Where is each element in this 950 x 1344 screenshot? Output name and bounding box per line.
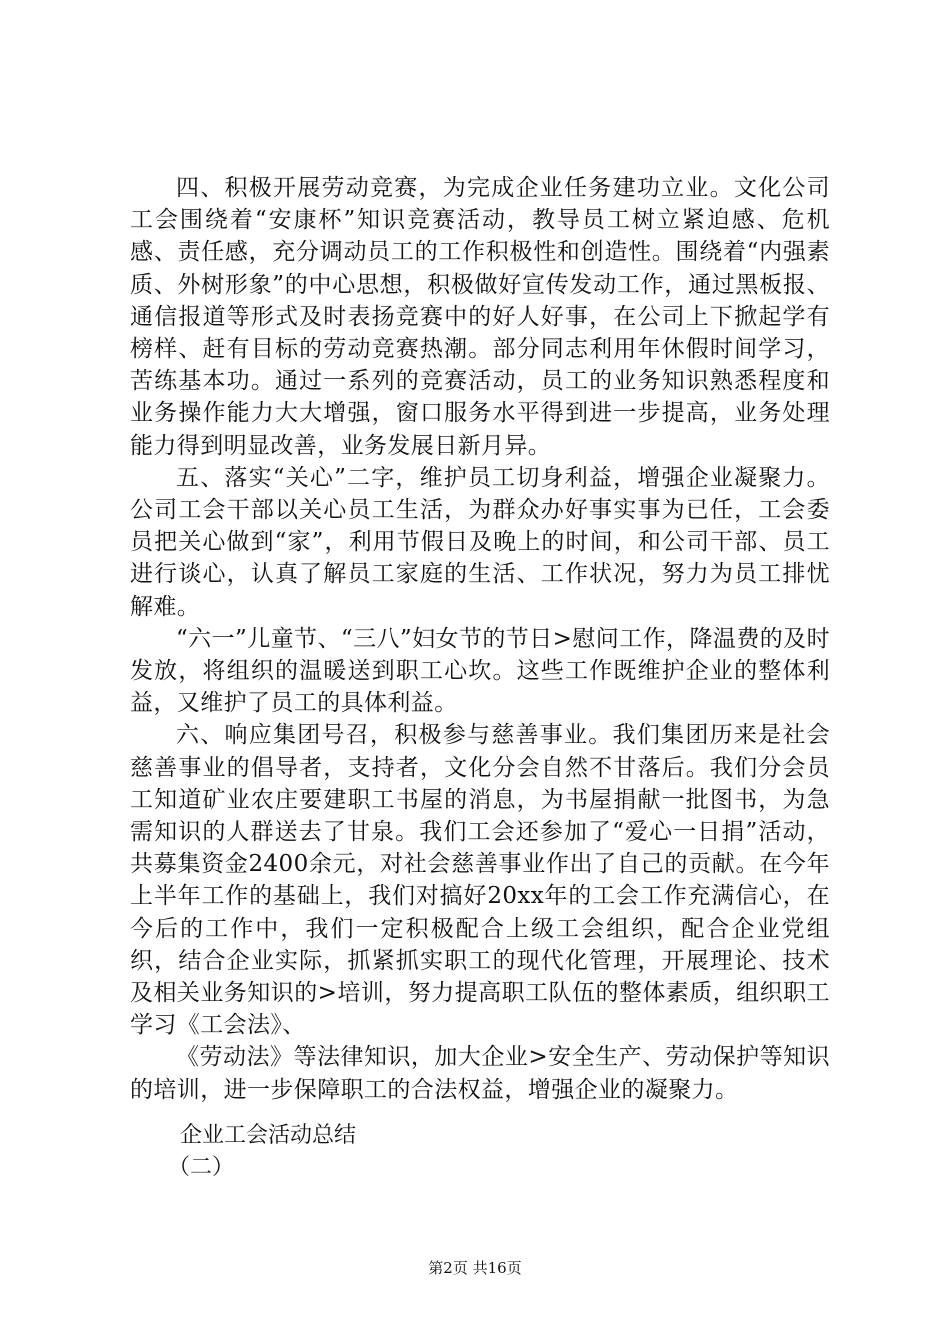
paragraph-employee-care: 五、落实“关心”二字，维护员工切身利益，增强企业凝聚力。公司工会干部以关心员工生活，为群众办好事实事为已任，工会委员把关心做到“家”，利用节假日及晚上的时间，和公司干部、员工进行谈心，认真了解员工家庭的生活、工作状况，努力为员工排忧解难。: [130, 464, 830, 620]
paragraph-labor-competition: 四、积极开展劳动竞赛，为完成企业任务建功立业。文化公司工会围绕着“安康杯”知识竞赛活动，教导员工树立紧迫感、危机感、责任感，充分调动员工的工作积极性和创造性。围绕着“内强素质、外树形象”的中心思想，积极做好宣传发动工作，通过黑板报、通信报道等形式及时表扬竞赛中的好人好事，在公司上下掀起学有榜样、赶有目标的劳动竞赛热潮。部分同志利用年休假时间学习，苦练基本功。通过一系列的竞赛活动，员工的业务知识熟悉程度和业务操作能力大大增强，窗口服务水平得到进一步提高，业务处理能力得到明显改善，业务发展日新月异。: [130, 175, 830, 459]
paragraph-charity: 六、响应集团号召，积极参与慈善事业。我们集团历来是社会慈善事业的倡导者，支持者，文化分会自然不甘落后。我们分会员工知道矿业农庄要建职工书屋的消息，为书屋捐献一批图书，为急需知识的人群送去了甘泉。我们工会还参加了“爱心一日捐”活动，共募集资金2400余元，对社会慈善事业作出了自己的贡献。在今年上半年工作的基础上，我们对搞好20xx年的工会工作充满信心，在今后的工作中，我们一定积极配合上级工会组织，配合企业党组织，结合企业实际，抓紧抓实职工的现代化管理，开展理论、技术及相关业务知识的>培训，努力提高职工队伍的整体素质，组织职工学习《工会法》、: [130, 722, 830, 1039]
page-number-footer: 第2页 共16页: [428, 1259, 522, 1277]
paragraph-law-training: 《劳动法》等法律知识，加大企业>安全生产、劳动保护等知识的培训，进一步保障职工的合法权益，增强企业的凝聚力。: [130, 1044, 830, 1103]
paragraph-holiday-condolence: “六一”儿童节、“三八”妇女节的节日>慰问工作，降温费的及时发放，将组织的温暖送到职工心坎。这些工作既维护企业的整体利益，又维护了员工的具体利益。: [130, 625, 830, 717]
section-subheading: （二）: [168, 1155, 235, 1180]
section-heading: 企业工会活动总结: [180, 1123, 357, 1148]
body-text: [130, 172, 830, 1106]
